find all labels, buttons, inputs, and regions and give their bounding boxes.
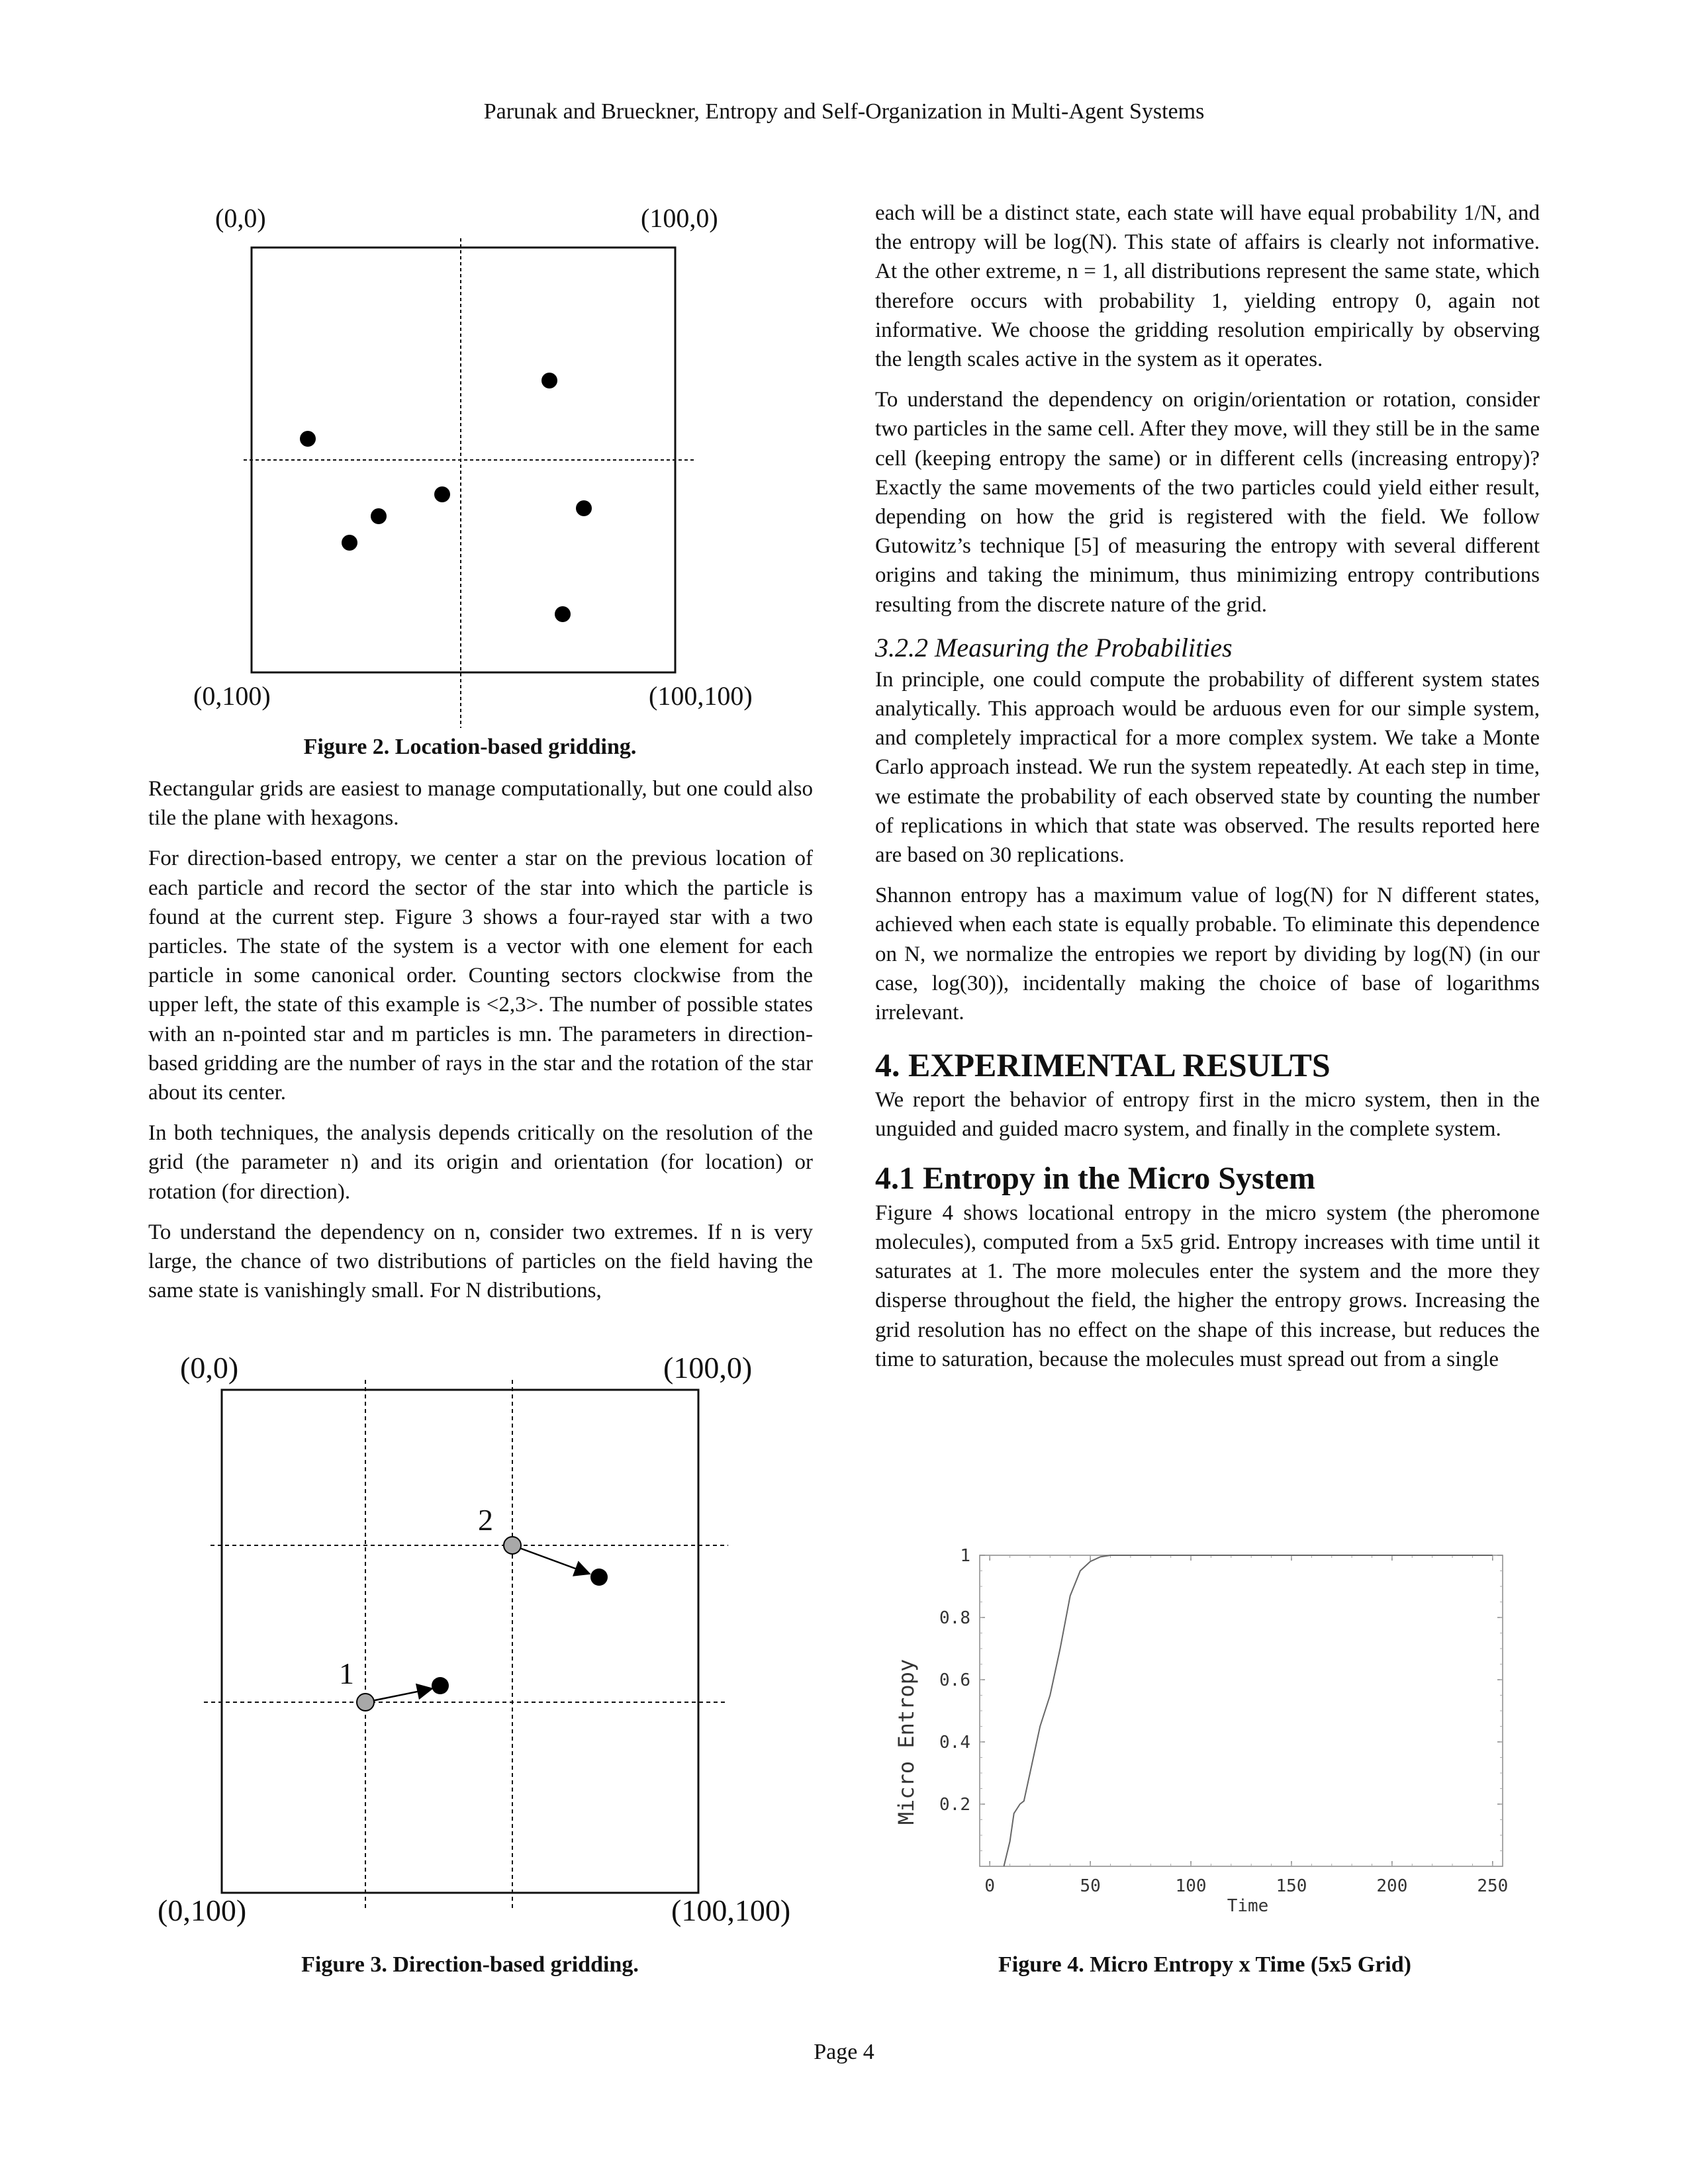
right-paragraph-4: Shannon entropy has a maximum value of log(N) for N different states, achieved when each state is equally probable. To eliminate this dependence on N, we normalize the entropies we report by dividing by log(N) (in our case, log(30)), incidentally making the choice of base of logarithms irrelevant. xyxy=(875,884,1540,1025)
fig4-x-tick-label: 100 xyxy=(1175,1876,1207,1896)
fig2-particle xyxy=(541,373,557,388)
fig2-caption: Figure 2. Location-based gridding. xyxy=(303,735,637,759)
right-paragraph-3: In principle, one could compute the probability of different system states analytically. This approach would be arduous even for our simple system, and completely impractical for a more complex system. We take a Monte Carlo approach instead. We run the system repeatedly. At each step in time, we estimate the probability of each observed state by counting the number of replications in which that state was observed. The results reported here are based on 30 replications. xyxy=(875,667,1540,868)
left-column xyxy=(148,774,813,1316)
section-heading-4: 4. EXPERIMENTAL RESULTS xyxy=(875,1046,1331,1084)
left-paragraph-1: Rectangular grids are easiest to manage computationally, but one could also tile the plane with hexagons. xyxy=(148,777,813,831)
fig4-x-tick-label: 200 xyxy=(1376,1876,1408,1896)
fig3-field-border xyxy=(222,1390,698,1893)
fig3-diagram xyxy=(199,1380,741,1909)
fig2-diagram xyxy=(238,238,702,728)
fig4-x-axis-label: Time xyxy=(1227,1896,1269,1916)
fig4-x-tick-label: 0 xyxy=(984,1876,996,1896)
right-paragraph-6: Figure 4 shows locational entropy in the micro system (the pheromone molecules), computed from a 5x5 grid. Entropy increases with time until it saturates at 1. The more molecules enter the system and the more they disperse throughout the field, the higher the entropy grows. Increasing the grid resolution has no effect on the shape of this increase, but reduces the time to saturation, because the molecules must spread out from a single xyxy=(875,1201,1540,1371)
fig3-label-top-right: (100,0) xyxy=(663,1351,753,1385)
fig3-particle-label-2: 2 xyxy=(478,1503,493,1537)
fig4-y-tick-label: 0.6 xyxy=(939,1670,970,1690)
fig2-label-bottom-left: (0,100) xyxy=(193,681,271,711)
fig4-x-ticks xyxy=(984,1555,1508,1896)
fig3-label-top-left: (0,0) xyxy=(180,1351,239,1385)
fig4-caption: Figure 4. Micro Entropy x Time (5x5 Grid) xyxy=(998,1952,1411,1977)
fig2-label-top-right: (100,0) xyxy=(641,203,718,233)
fig3-previous-location-2 xyxy=(504,1537,521,1554)
fig3-label-bottom-right: (100,100) xyxy=(671,1893,791,1927)
right-paragraph-2: To understand the dependency on origin/orientation or rotation, consider two particles in the same cell. After they move, will they still be in the same cell (keeping entropy the same) or in different cells (increasing entropy)? Exactly the same movements of the two particles could yield either result, depending on how the grid is registered with the field. We follow Gutowitz’s technique [5] of measuring the entropy with several different origins and taking the minimum, thus minimizing entropy contributions resulting from the discrete nature of the grid. xyxy=(875,388,1540,617)
section-heading-3-2-2: 3.2.2 Measuring the Probabilities xyxy=(875,632,1233,662)
fig4-y-tick-label: 0.8 xyxy=(939,1608,970,1628)
fig4-series-line xyxy=(1004,1555,1493,1866)
fig2-particle xyxy=(342,535,357,551)
fig4-y-tick-label: 1 xyxy=(960,1546,970,1566)
fig4-chart xyxy=(887,1542,1523,1939)
fig2-particle xyxy=(434,486,450,502)
fig4-y-tick-label: 0.4 xyxy=(939,1733,970,1752)
left-paragraph-4: To understand the dependency on n, consider two extremes. If n is very large, the chance of two distributions of particles on the field having the same state is vanishingly small. For N distributions, xyxy=(148,1220,813,1303)
fig4-y-ticks xyxy=(939,1546,1503,1851)
fig3-particle-1 xyxy=(432,1677,449,1694)
right-column xyxy=(875,199,1540,1385)
fig3-caption: Figure 3. Direction-based gridding. xyxy=(301,1952,639,1977)
fig4-x-tick-label: 150 xyxy=(1276,1876,1307,1896)
fig4-plot-frame xyxy=(980,1555,1503,1866)
fig4-x-tick-label: 50 xyxy=(1080,1876,1101,1896)
fig2-particle xyxy=(555,606,571,622)
fig2-particle xyxy=(300,431,316,447)
fig2-label-bottom-right: (100,100) xyxy=(649,681,753,711)
running-header: Parunak and Brueckner, Entropy and Self-Organization in Multi-Agent Systems xyxy=(483,99,1205,124)
right-paragraph-5: We report the behavior of entropy first in the micro system, then in the unguided and guided macro system, and finally in the complete system. xyxy=(875,1088,1540,1142)
fig3-particle-label-1: 1 xyxy=(339,1657,354,1690)
fig2-particle xyxy=(576,500,592,516)
fig3-arrow-1 xyxy=(365,1689,430,1702)
fig3-previous-location-1 xyxy=(357,1694,374,1711)
left-paragraph-2: For direction-based entropy, we center a star on the previous location of each particle and record the sector of the star into which the particle is found at the current step. Figure 3 shows a four-rayed star with a two particles. The state of the system is a vector with one element for each particle in some canonical order. Counting sectors clockwise from the upper left, the state of this example is <2,3>. The number of possible states with an n-pointed star and m particles is mn. The parameters in direction-based gridding are the number of rays in the star and the rotation of the star about its center. xyxy=(148,846,813,1105)
fig3-arrow-2 xyxy=(512,1545,588,1573)
fig3-particle-2 xyxy=(590,1569,608,1586)
page-number: Page 4 xyxy=(814,2040,874,2064)
fig4-y-tick-label: 0.2 xyxy=(939,1795,970,1815)
fig2-particle xyxy=(371,508,387,524)
fig3-label-bottom-left: (0,100) xyxy=(158,1893,247,1927)
section-heading-4-1: 4.1 Entropy in the Micro System xyxy=(875,1160,1315,1196)
fig4-x-tick-label: 250 xyxy=(1477,1876,1509,1896)
left-paragraph-3: In both techniques, the analysis depends critically on the resolution of the grid (the parameter n) and its origin and orientation (for location) or rotation (for direction). xyxy=(148,1121,813,1204)
fig4-y-axis-label: Micro Entropy xyxy=(894,1659,919,1825)
fig2-label-top-left: (0,0) xyxy=(215,203,266,233)
right-paragraph-1: each will be a distinct state, each state will have equal probability 1/N, and the entropy will be log(N). This state of affairs is clearly not informative. At the other extreme, n = 1, all distributions represent the same state, which therefore occurs with probability 1, yielding entropy 0, again not informative. We choose the gridding resolution empirically by observing the length scales active in the system as it operates. xyxy=(875,201,1540,372)
